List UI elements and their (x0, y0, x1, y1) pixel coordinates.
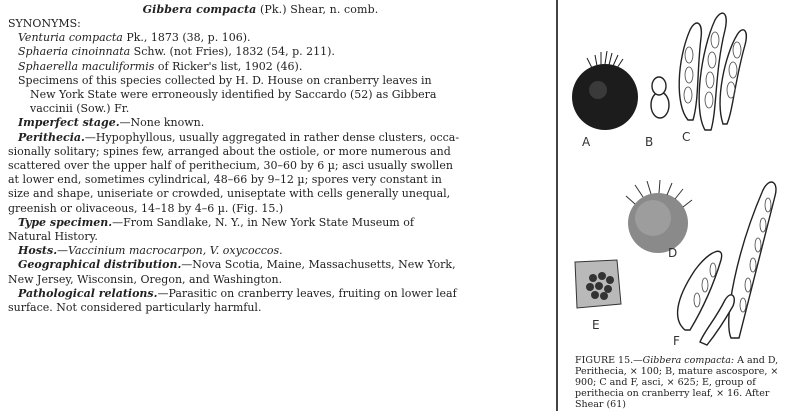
geo-line-2: New Jersey, Wisconsin, Oregon, and Washington. (8, 272, 283, 286)
caption-text: A and D, Perithecia, × 100; B, mature ascospore, × 900; C and F, asci, × 625; E, group of perithecia on cranberry leaf, × 16. After Shear (61) (575, 355, 779, 410)
label-f: F (673, 334, 680, 348)
section-text: —Hypophyllous, usually aggregated in rather dense clusters, occa- (84, 130, 460, 144)
imperfect-stage (8, 116, 513, 130)
section-text: —From Sandlake, N. Y., in New York State Museum of (112, 215, 414, 229)
section-heading: Hosts. (18, 244, 58, 258)
section-heading: Type specimen. (18, 215, 113, 229)
synonym-citation: Pk., 1873 (38, p. 106). (126, 31, 251, 45)
synonym-3 (8, 60, 513, 74)
geo-line-1 (8, 258, 513, 272)
perithecia-line-1 (8, 131, 513, 145)
perithecia-line-5: size and shape, uniseriate or crowded, uniseptate with cells generally unequal, (8, 187, 451, 201)
perithecia-line-6: greenish or olivaceous, 14–18 by 4–6 µ. (Fig. 15.) (8, 201, 284, 215)
synonym-2 (8, 45, 513, 59)
figure-15-illustration (565, 0, 797, 411)
section-text: —None known. (119, 116, 205, 130)
perithecia-line-2: sionally solitary; spines few, arranged about the ostiole, or more numerous and (8, 144, 451, 158)
synonyms-heading: SYNONYMS: (8, 17, 81, 30)
section-heading: Imperfect stage. (18, 116, 120, 130)
synonym-citation: Schw. (not Fries), 1832 (54, p. 211). (133, 45, 335, 59)
label-e: E (592, 318, 600, 332)
perithecium-d (626, 180, 692, 253)
label-c: C (682, 130, 691, 144)
synonym-name: Venturia compacta (18, 31, 123, 45)
asci-f (678, 182, 776, 345)
label-a: A (582, 135, 591, 149)
synonym-citation: of Ricker's list, 1902 (46). (157, 59, 303, 73)
type-specimen-line-1 (8, 216, 513, 230)
section-heading: Perithecia. (18, 130, 85, 144)
type-specimen-line-2: Natural History. (8, 230, 98, 244)
specimens-line-1: Specimens of this species collected by H. D. House on cranberry leaves in (18, 73, 432, 87)
column-divider (556, 0, 558, 411)
label-d: D (668, 246, 678, 260)
specimens-line-2: New York State were erroneously identified by Saccardo (52) as Gibbera (30, 88, 437, 102)
synonym-1 (8, 31, 513, 45)
patho-line-1 (8, 287, 513, 301)
figure-caption (575, 355, 797, 410)
patho-line-2: surface. Not considered particularly harmful. (8, 301, 262, 315)
text-column (8, 0, 513, 411)
asci-c (679, 13, 746, 130)
section-heading: Geographical distribution. (18, 258, 182, 272)
synonym-name: Sphaeria cinoinnata (18, 45, 131, 59)
caption-prefix: FIGURE 15.— (575, 355, 643, 366)
title-species: Gibbera compacta (142, 3, 257, 16)
perithecia-line-4: at lower end, sometimes cylindrical, 48–66 by 9–12 µ; spores very constant in (8, 173, 442, 187)
specimens-line-3: vaccinii (Sow.) Fr. (30, 102, 130, 116)
title-authority: (Pk.) Shear, n. comb. (260, 3, 379, 16)
caption-species: Gibbera compacta: (642, 355, 735, 366)
synonym-name: Sphaerella maculiformis (18, 59, 155, 73)
section-text: —Vaccinium macrocarpon, V. oxycoccos. (57, 244, 283, 258)
perithecium-a (572, 51, 638, 130)
ascospore-b (651, 77, 669, 118)
hosts (8, 244, 513, 258)
section-heading: Pathological relations. (18, 286, 158, 300)
perithecia-line-3: scattered over the upper half of perithecium, 30–60 by 6 µ; asci usually swollen (8, 159, 453, 173)
section-text: —Parasitic on cranberry leaves, fruiting on lower leaf (157, 286, 457, 300)
label-b: B (645, 135, 654, 149)
section-text: —Nova Scotia, Maine, Massachusetts, New York, (181, 258, 456, 272)
figure-panel (565, 0, 797, 411)
perithecia-group-e (575, 260, 621, 308)
species-title (8, 0, 513, 16)
